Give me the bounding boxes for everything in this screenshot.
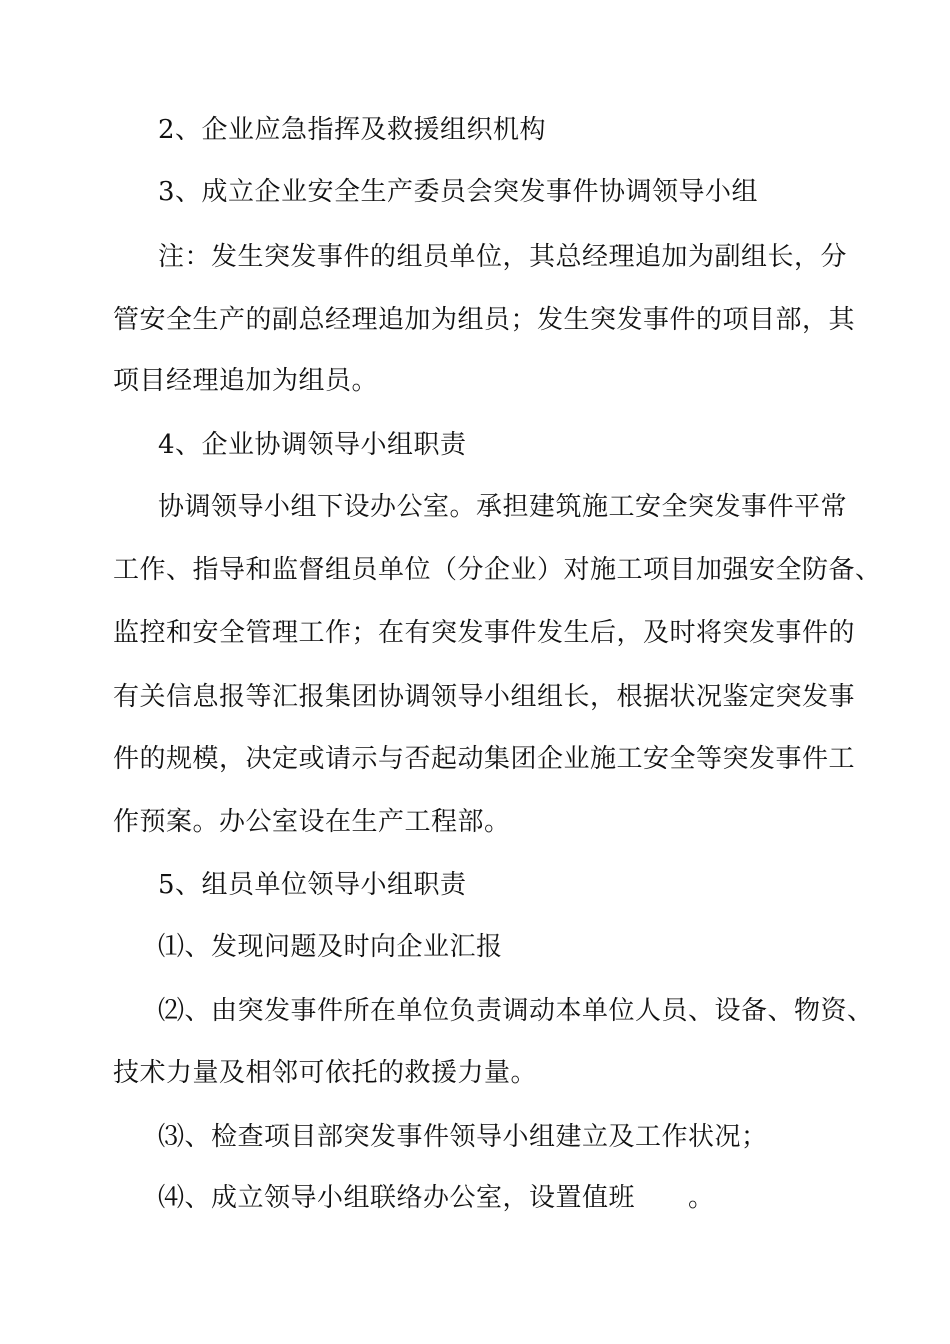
duties-paragraph-line: 监控和安全管理工作；在有突发事件发生后，及时将突发事件的 bbox=[113, 618, 856, 648]
list-item-3: ⑶、检查项目部突发事件领导小组建立及工作状况； bbox=[158, 1122, 768, 1152]
list-item-1: ⑴、发现问题及时向企业汇报 bbox=[158, 932, 503, 962]
duties-paragraph-line: 有关信息报等汇报集团协调领导小组组长，根据状况鉴定突发事 bbox=[113, 682, 856, 712]
heading-2-emergency-command: 2、企业应急指挥及救援组织机构 bbox=[158, 115, 547, 145]
duties-paragraph-line: 件的规模，决定或请示与否起动集团企业施工安全等突发事件工 bbox=[113, 744, 856, 774]
note-paragraph-line: 项目经理追加为组员。 bbox=[113, 366, 379, 396]
list-item-2: ⑵、由突发事件所在单位负责调动本单位人员、设备、物资、 bbox=[158, 996, 874, 1026]
heading-4-group-duties: 4、企业协调领导小组职责 bbox=[158, 430, 467, 460]
note-paragraph-line: 管安全生产的副总经理追加为组员；发生突发事件的项目部，其 bbox=[113, 305, 856, 335]
heading-3-coordination-group: 3、成立企业安全生产委员会突发事件协调领导小组 bbox=[158, 177, 759, 207]
list-item-2-continued: 技术力量及相邻可依托的救援力量。 bbox=[113, 1058, 538, 1088]
note-paragraph-line: 注：发生突发事件的组员单位，其总经理追加为副组长，分 bbox=[158, 242, 848, 272]
duties-paragraph-line: 工作、指导和监督组员单位（分企业）对施工项目加强安全防备、 bbox=[113, 555, 882, 585]
heading-5-member-duties: 5、组员单位领导小组职责 bbox=[158, 870, 467, 900]
duties-paragraph-line: 作预案。办公室设在生产工程部。 bbox=[113, 807, 511, 837]
list-item-4: ⑷、成立领导小组联络办公室，设置值班 。 bbox=[158, 1183, 715, 1213]
duties-paragraph-line: 协调领导小组下设办公室。承担建筑施工安全突发事件平常 bbox=[158, 492, 848, 522]
